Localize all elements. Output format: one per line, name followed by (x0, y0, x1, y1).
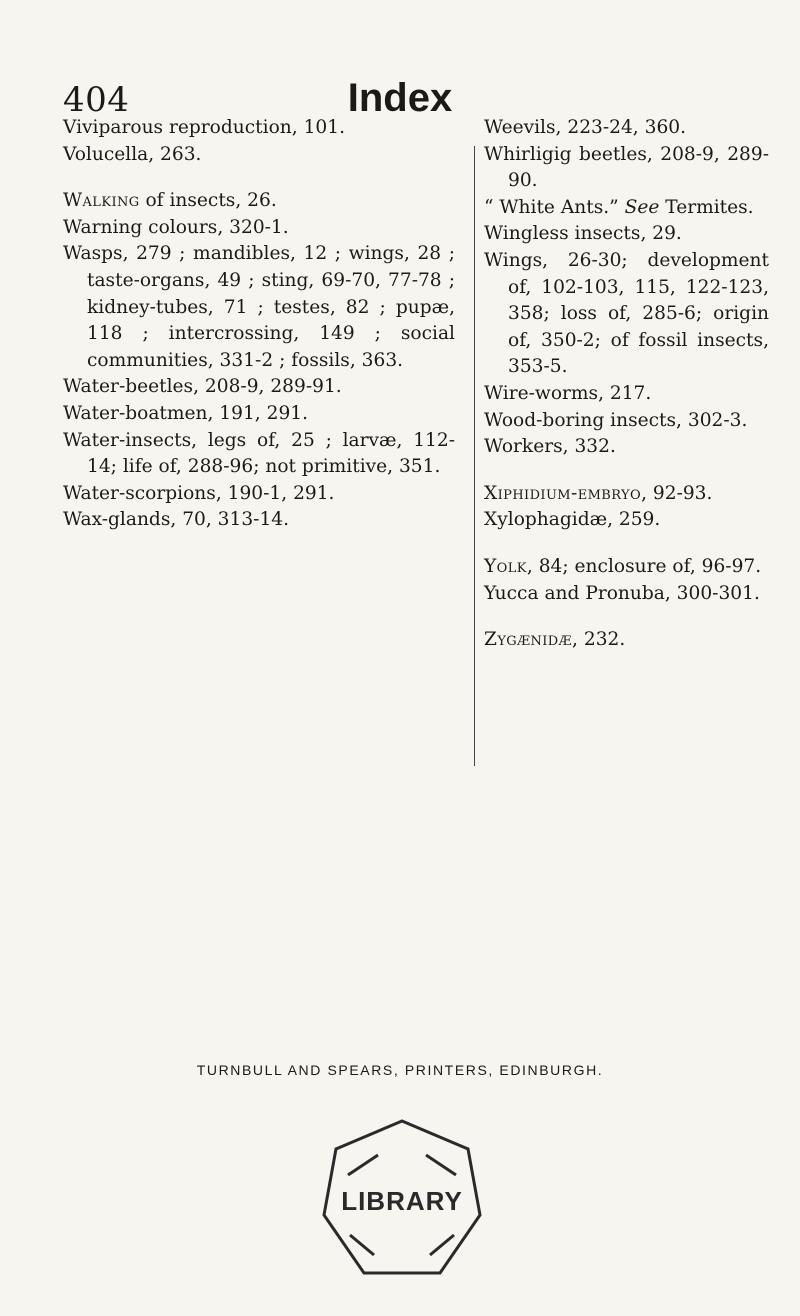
index-entry (484, 248, 769, 381)
index-entry-heading: Workers, 332. (484, 436, 616, 458)
stamp-label: LIBRARY (341, 1186, 463, 1216)
index-entry (63, 374, 455, 401)
index-entry (63, 215, 455, 242)
library-stamp (318, 1115, 486, 1283)
index-entry-heading: Whirligig beetles, 208-9, 289-90. (484, 143, 769, 192)
page-number: 404 (63, 80, 130, 120)
index-entry (63, 481, 455, 508)
index-entry (484, 195, 769, 222)
index-entry-heading: Wasps, 279 ; mandibles, 12 ; wings, 28 ; taste-organs, 49 ; sting, 69-70, 77-78 ; kidney-tubes, 71 ; testes, 82 ; pupæ, 118 ; intercrossing, 149 ; social communities, 331-2 ; fossils, 363. (63, 243, 455, 371)
index-entry (484, 142, 769, 195)
index-entry-heading: “ White Ants.” (484, 196, 619, 218)
index-entry (63, 142, 455, 169)
index-entry-heading: Yolk (484, 555, 527, 577)
index-entry-heading: Water-scorpions, 190-1, 291. (63, 482, 335, 504)
index-entry-heading: Water-insects, legs of, 25 ; larvæ, 112-14; life of, 288-96; not primitive, 351. (63, 429, 455, 478)
index-entry (484, 481, 769, 508)
index-entry (63, 401, 455, 428)
index-entry-pages: , 92-93. (641, 482, 713, 504)
index-entry (484, 554, 769, 581)
index-entry-heading: Xiphidium-embryo (484, 482, 642, 504)
index-entry-heading: Yucca and Pronuba, 300-301. (484, 582, 760, 604)
page-title: Index (347, 76, 453, 120)
index-entry (63, 115, 455, 142)
index-entry (63, 507, 455, 534)
index-entry (63, 428, 455, 481)
index-entry-heading: Wood-boring insects, 302-3. (484, 409, 748, 431)
index-entry-heading: Weevils, 223-24, 360. (484, 117, 687, 138)
index-entry-heading: Volucella, 263. (63, 143, 202, 165)
index-see-reference: See (618, 196, 660, 218)
index-entry-heading: Wingless insects, 29. (484, 223, 682, 245)
index-entry-heading: Zygænidæ (484, 629, 573, 651)
index-entry-heading: Water-boatmen, 191, 291. (63, 402, 309, 424)
index-entry-pages: , 232. (572, 629, 626, 651)
index-entry-pages: Termites. (659, 196, 754, 218)
index-entry-pages: of insects, 26. (139, 190, 277, 212)
index-entry (63, 188, 455, 215)
index-entry (484, 221, 769, 248)
index-entry (484, 381, 769, 408)
index-entry (484, 581, 769, 608)
index-entry-heading: Walking (63, 190, 140, 212)
index-entry-heading: Viviparous reproduction, 101. (63, 117, 345, 138)
index-entry-heading: Water-beetles, 208-9, 289-91. (63, 376, 342, 398)
index-column-left (63, 115, 455, 534)
index-entry-heading: Wax-glands, 70, 313-14. (63, 509, 290, 531)
index-entry-heading: Xylophagidæ, 259. (484, 509, 661, 531)
printer-imprint: TURNBULL AND SPEARS, PRINTERS, EDINBURGH. (196, 1062, 604, 1078)
index-entry (484, 408, 769, 435)
index-entry-heading: Warning colours, 320-1. (63, 216, 289, 238)
index-column-right (484, 115, 769, 654)
index-entry-pages: , 84; enclosure of, 96-97. (526, 555, 762, 577)
index-entry (484, 434, 769, 461)
column-divider (474, 146, 475, 766)
index-entry-heading: Wings, 26-30; development of, 102-103, 115, 122-123, 358; loss of, 285-6; origin of, 350-2; of fossil insects, 353-5. (484, 249, 769, 378)
index-entry (484, 627, 769, 654)
index-entry (484, 507, 769, 534)
index-entry (63, 241, 455, 374)
index-entry-heading: Wire-worms, 217. (484, 382, 652, 404)
index-entry (484, 115, 769, 142)
